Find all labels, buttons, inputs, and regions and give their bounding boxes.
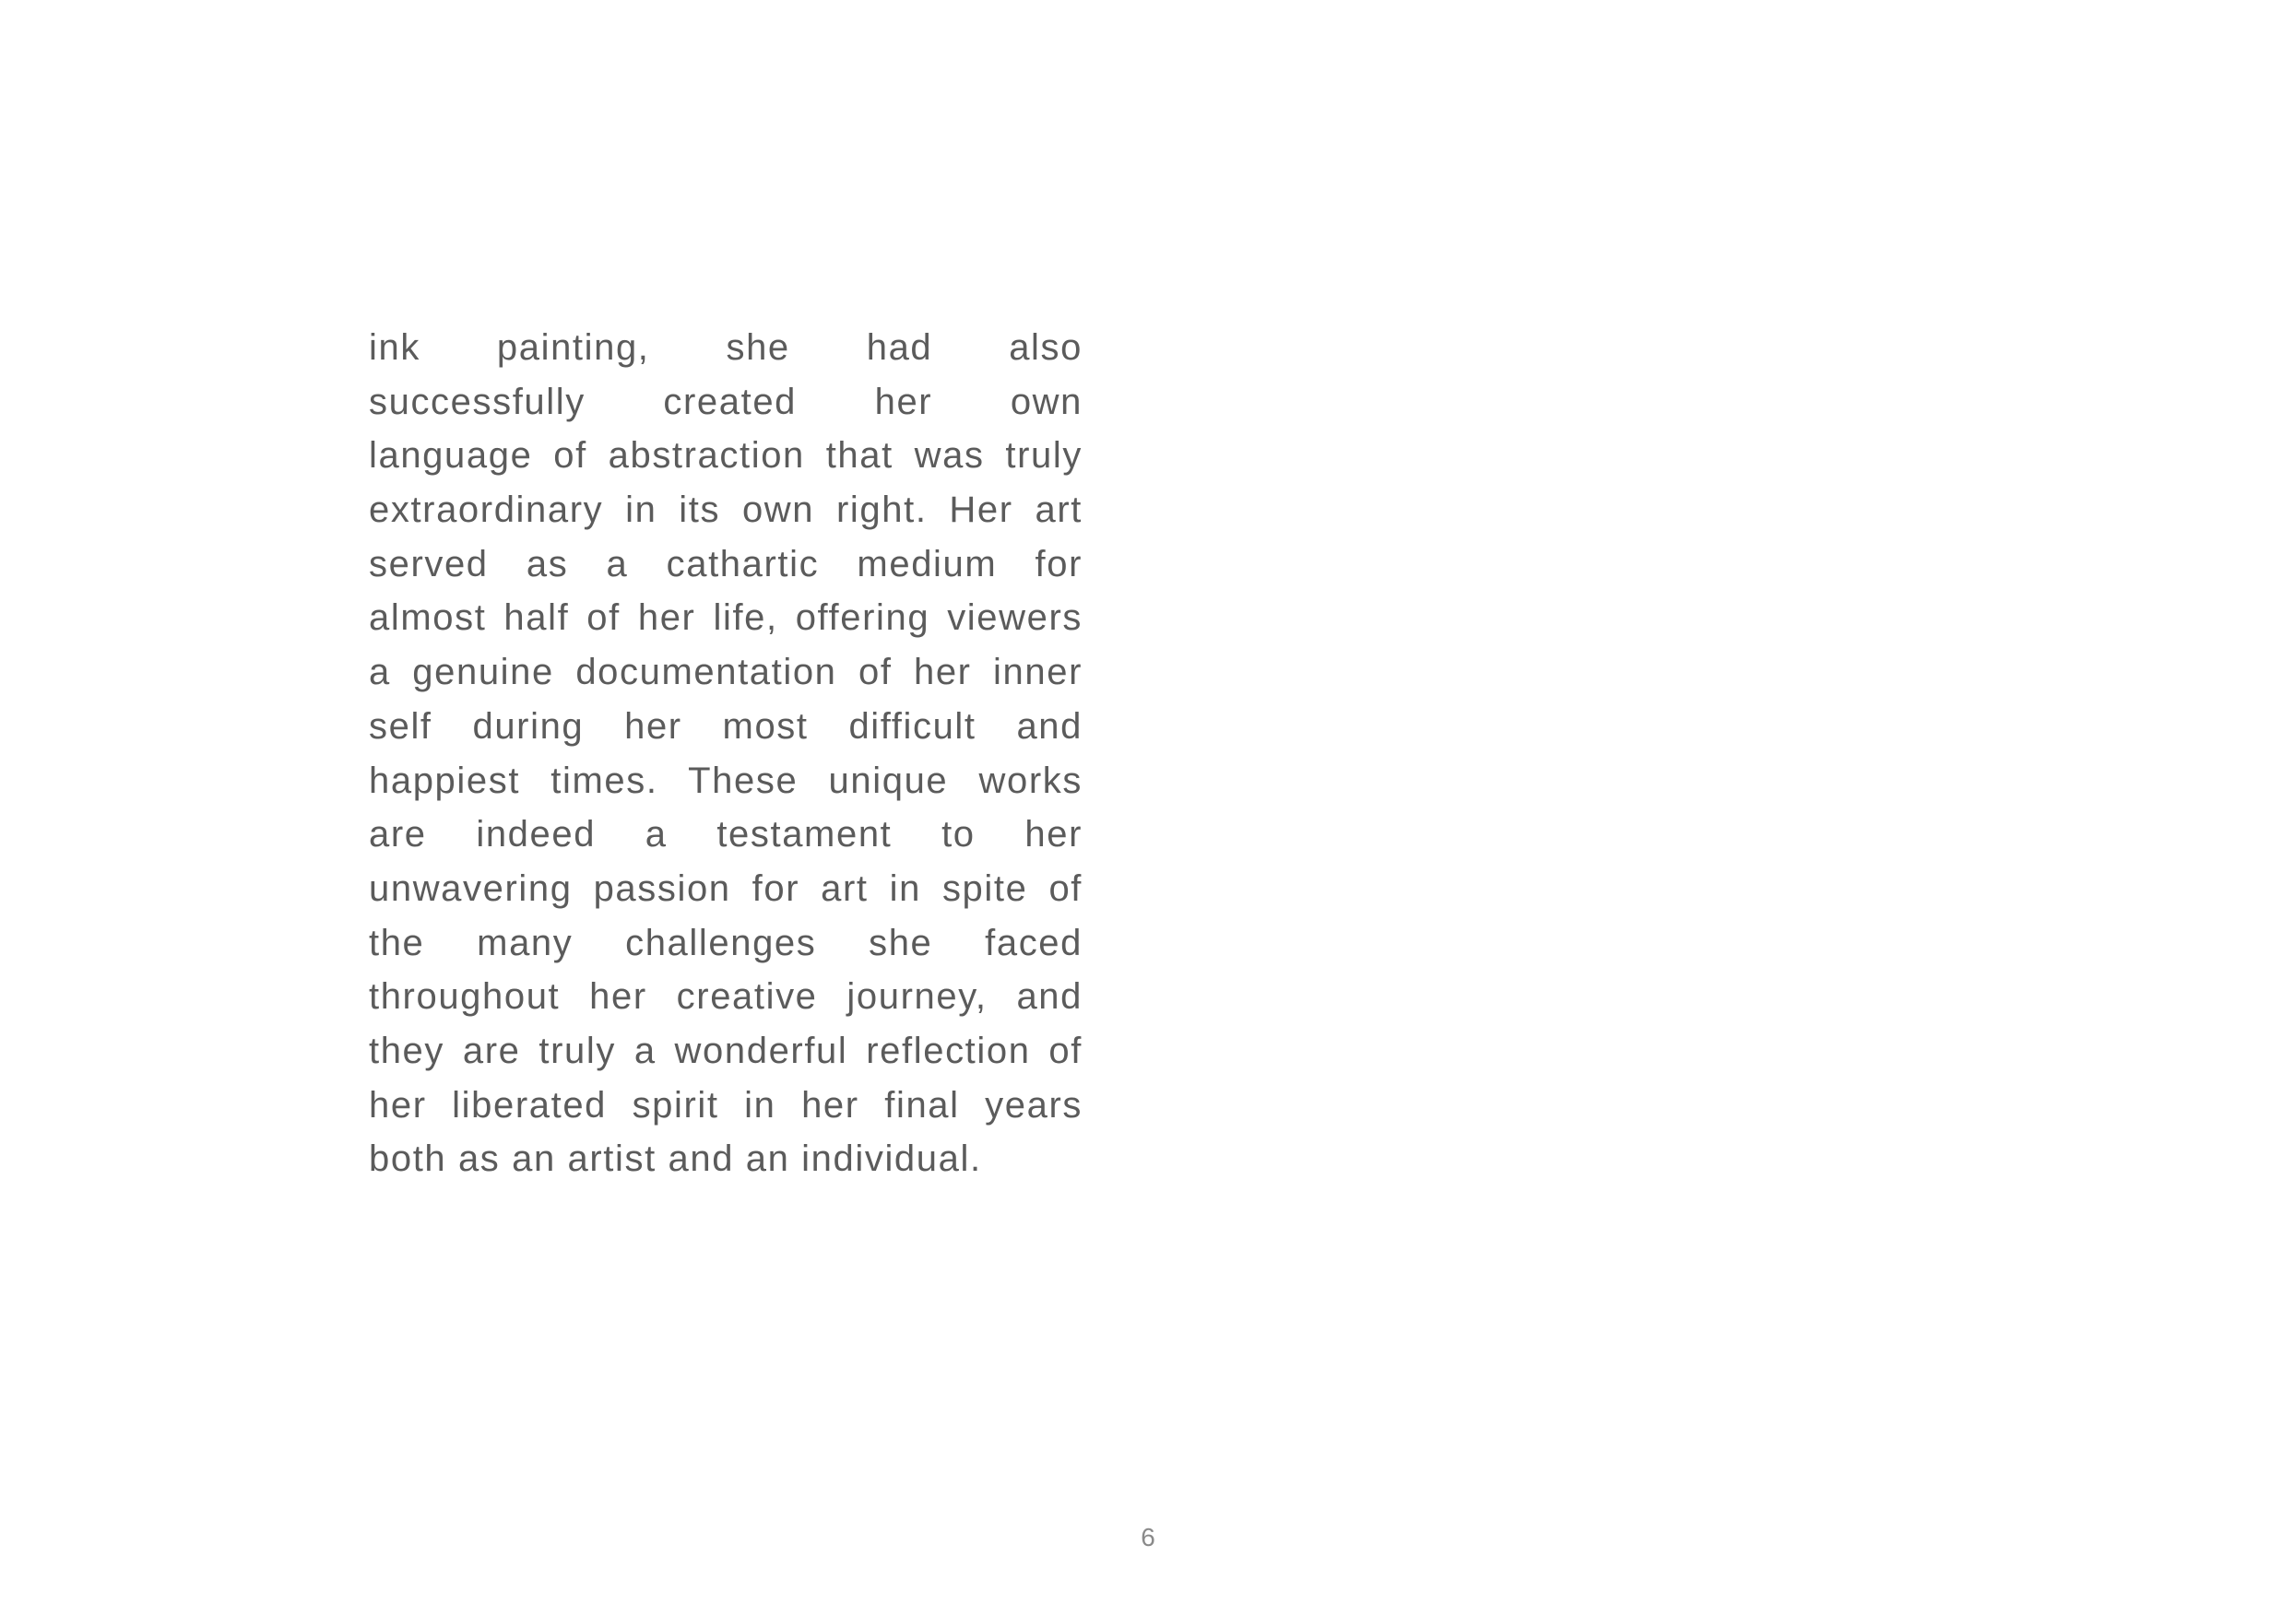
paragraph-line: a genuine documentation of her inner	[369, 652, 1083, 693]
body-paragraph	[369, 321, 1083, 1186]
paragraph-line: her liberated spirit in her final years	[369, 1084, 1083, 1126]
paragraph-line: are indeed a testament to her	[369, 814, 1083, 855]
paragraph-line: served as a cathartic medium for	[369, 543, 1083, 584]
paragraph-line: throughout her creative journey, and	[369, 976, 1083, 1018]
page-number: 6	[1141, 1523, 1155, 1551]
paragraph-line: the many challenges she faced	[369, 922, 1083, 963]
paragraph-line: happiest times. These unique works	[369, 760, 1083, 801]
paragraph-line: almost half of her life, offering viewers	[369, 597, 1083, 639]
paragraph-line: self during her most difficult and	[369, 705, 1083, 747]
paragraph-line: language of abstraction that was truly	[369, 435, 1083, 477]
paragraph-line: unwavering passion for art in spite of	[369, 867, 1083, 909]
paragraph-line-last: both as an artist and an individual.	[369, 1138, 982, 1180]
paragraph-line: extraordinary in its own right. Her art	[369, 489, 1083, 531]
paragraph-line: successfully created her own	[369, 381, 1083, 422]
paragraph-line: ink painting, she had also	[369, 327, 1083, 368]
paragraph-line: they are truly a wonderful reflection of	[369, 1030, 1083, 1071]
